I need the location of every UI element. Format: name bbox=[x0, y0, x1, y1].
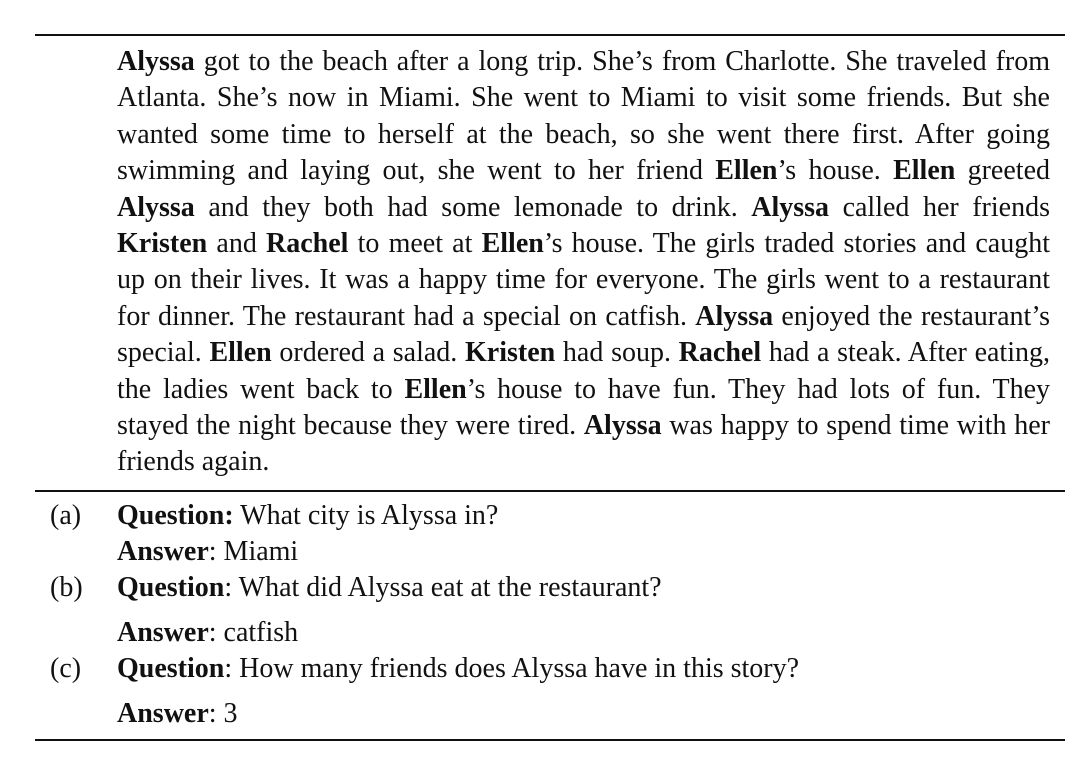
character-name: Ellen bbox=[209, 337, 272, 369]
qa-label: (a) bbox=[50, 500, 82, 531]
answer-key: Answer bbox=[117, 536, 209, 567]
question-line bbox=[117, 499, 498, 533]
bottom-rule bbox=[35, 739, 1065, 741]
character-name: Alyssa bbox=[583, 410, 662, 442]
question-separator: : bbox=[224, 572, 233, 603]
answer-text: 3 bbox=[216, 698, 238, 729]
question-text: What city is Alyssa in? bbox=[233, 500, 499, 531]
character-name: Ellen bbox=[715, 155, 778, 187]
story-text: enjoyed the restaurant’s special. bbox=[117, 300, 1051, 369]
story-text: was happy to spend time with her friends again. bbox=[117, 410, 1050, 478]
character-name: Ellen bbox=[404, 373, 467, 405]
character-name: Alyssa bbox=[695, 300, 774, 332]
answer-line bbox=[117, 697, 238, 731]
question-key: Question bbox=[117, 653, 225, 684]
middle-rule bbox=[35, 490, 1065, 492]
story-text: and bbox=[207, 228, 267, 260]
story-text: ’s house. bbox=[777, 155, 894, 187]
question-line bbox=[117, 571, 662, 605]
character-name: Rachel bbox=[678, 337, 762, 369]
character-name: Alyssa bbox=[751, 191, 830, 223]
qa-label: (c) bbox=[50, 653, 82, 684]
qa-label: (b) bbox=[50, 572, 83, 603]
question-text: What did Alyssa eat at the restaurant? bbox=[232, 572, 662, 603]
question-key: Question: bbox=[117, 500, 234, 531]
story-text: got to the beach after a long trip. She’s from Charlotte. She traveled from Atlanta. She’s now in Miami. She went to Miami to visit some friends. But she wanted some time to herself at the beach, so she went there first. After going swimming and laying out, she went to her friend bbox=[117, 46, 1050, 187]
top-rule bbox=[35, 34, 1065, 36]
story-text: greeted bbox=[955, 155, 1050, 187]
story-text: called her friends bbox=[829, 191, 1050, 223]
answer-line bbox=[117, 616, 298, 650]
answer-separator: : bbox=[208, 536, 217, 567]
answer-line bbox=[117, 535, 298, 569]
character-name: Ellen bbox=[893, 155, 956, 187]
question-text: How many friends does Alyssa have in this story? bbox=[232, 653, 800, 684]
question-key: Question bbox=[117, 572, 225, 603]
character-name: Alyssa bbox=[117, 191, 195, 223]
story-paragraph bbox=[117, 44, 1050, 481]
character-name: Alyssa bbox=[117, 46, 195, 77]
question-separator: : bbox=[224, 653, 233, 684]
answer-key: Answer bbox=[117, 617, 209, 648]
story-text: and they both had some lemonade to drink. bbox=[194, 191, 752, 223]
character-name: Kristen bbox=[117, 228, 208, 260]
story-text: to meet at bbox=[348, 228, 482, 260]
answer-separator: : bbox=[208, 617, 217, 648]
answer-separator: : bbox=[208, 698, 217, 729]
story-text: had soup. bbox=[555, 337, 679, 369]
story-text: ordered a salad. bbox=[271, 337, 465, 369]
character-name: Rachel bbox=[266, 228, 349, 260]
question-line bbox=[117, 652, 799, 686]
story-text: ’s house. The girls traded stories and caught up on their lives. It was a happy time for everyone. The girls went to a restaurant for dinner. The restaurant had a special on catfish. bbox=[117, 228, 1050, 332]
answer-text: Miami bbox=[216, 536, 299, 567]
answer-text: catfish bbox=[216, 617, 299, 648]
story-text: had a steak. After eating, the ladies went back to bbox=[117, 337, 1050, 405]
story-text: ’s house to have fun. They had lots of fun. They stayed the night because they were tired. bbox=[117, 373, 1050, 442]
answer-key: Answer bbox=[117, 698, 209, 729]
character-name: Ellen bbox=[481, 228, 544, 260]
character-name: Kristen bbox=[465, 337, 556, 369]
